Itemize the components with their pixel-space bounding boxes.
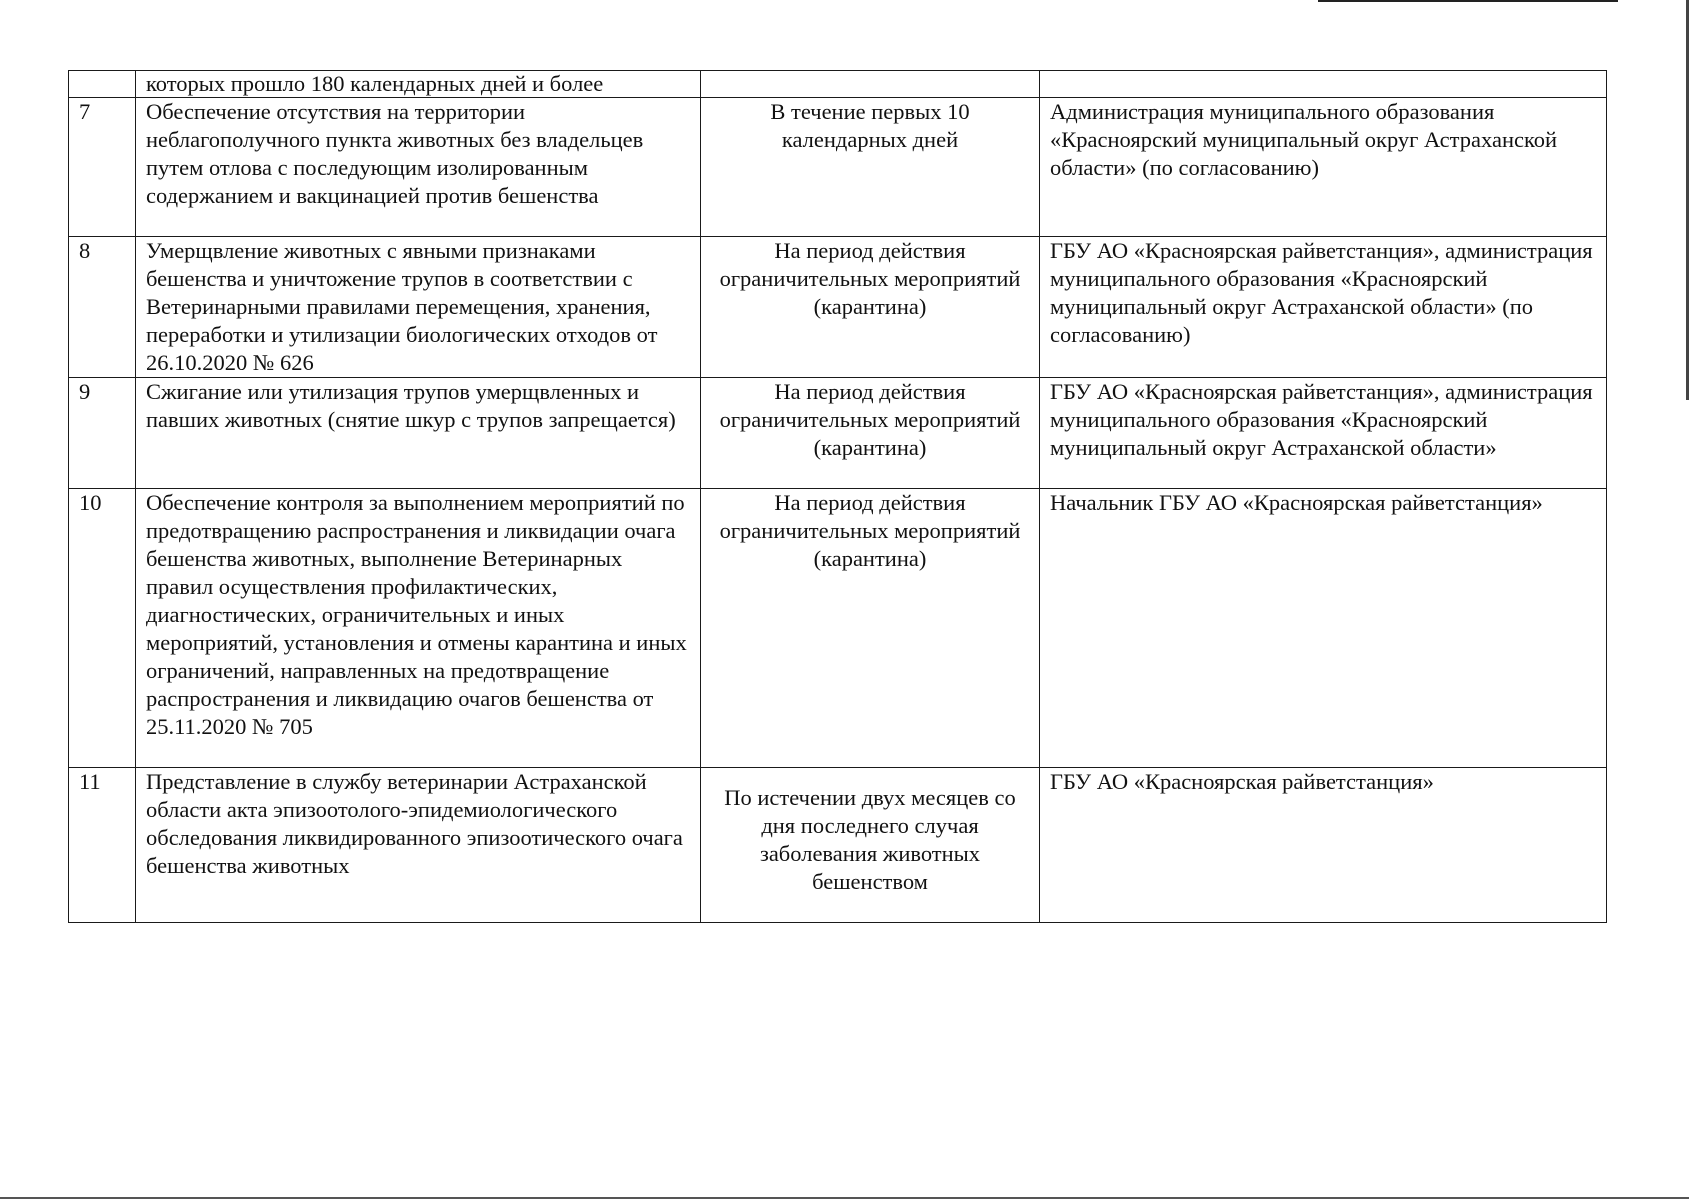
responsible-cell: Администрация муниципального образования «Красноярский муниципальный округ Астраханской области» (по согласованию) bbox=[1040, 98, 1607, 237]
row-number-cell: 7 bbox=[69, 98, 136, 237]
responsible-cell: ГБУ АО «Красноярская райветстанция» bbox=[1040, 768, 1607, 923]
table-row bbox=[69, 378, 1607, 489]
action-cell: которых прошло 180 календарных дней и более bbox=[136, 71, 701, 98]
measures-table bbox=[68, 70, 1607, 923]
table-row bbox=[69, 71, 1607, 98]
responsible-cell: ГБУ АО «Красноярская райветстанция», администрация муниципального образования «Красноярский муниципальный округ Астраханской области» (по согласованию) bbox=[1040, 237, 1607, 378]
action-cell: Представление в службу ветеринарии Астраханской области акта эпизоотолого-эпидемиологического обследования ликвидированного эпизоотического очага бешенства животных bbox=[136, 768, 701, 923]
row-number-cell: 10 bbox=[69, 489, 136, 768]
term-cell bbox=[701, 71, 1040, 98]
scan-edge-line bbox=[1318, 0, 1618, 2]
scan-edge-line bbox=[0, 1197, 1689, 1199]
row-number-cell bbox=[69, 71, 136, 98]
action-cell: Сжигание или утилизация трупов умерщвленных и павших животных (снятие шкур с трупов запрещается) bbox=[136, 378, 701, 489]
action-cell: Умерщвление животных с явными признаками бешенства и уничтожение трупов в соответствии с Ветеринарными правилами перемещения, хранения, переработки и утилизации биологических отходов от 26.10.2020 № 626 bbox=[136, 237, 701, 378]
responsible-cell: Начальник ГБУ АО «Красноярская райветстанция» bbox=[1040, 489, 1607, 768]
term-cell: В течение первых 10 календарных дней bbox=[701, 98, 1040, 237]
term-cell: На период действия ограничительных мероприятий (карантина) bbox=[701, 378, 1040, 489]
table-row bbox=[69, 768, 1607, 923]
row-number-cell: 9 bbox=[69, 378, 136, 489]
term-cell: На период действия ограничительных мероприятий (карантина) bbox=[701, 489, 1040, 768]
table-row bbox=[69, 489, 1607, 768]
table-row bbox=[69, 98, 1607, 237]
term-cell: По истечении двух месяцев со дня последнего случая заболевания животных бешенством bbox=[701, 768, 1040, 923]
responsible-cell bbox=[1040, 71, 1607, 98]
action-cell: Обеспечение отсутствия на территории неблагополучного пункта животных без владельцев путем отлова с последующим изолированным содержанием и вакцинацией против бешенства bbox=[136, 98, 701, 237]
term-cell: На период действия ограничительных мероприятий (карантина) bbox=[701, 237, 1040, 378]
table-row bbox=[69, 237, 1607, 378]
row-number-cell: 8 bbox=[69, 237, 136, 378]
responsible-cell: ГБУ АО «Красноярская райветстанция», администрация муниципального образования «Красноярский муниципальный округ Астраханской области» bbox=[1040, 378, 1607, 489]
row-number-cell: 11 bbox=[69, 768, 136, 923]
action-cell: Обеспечение контроля за выполнением мероприятий по предотвращению распространения и ликвидации очага бешенства животных, выполнение Ветеринарных правил осуществления профилактических, диагностических, ограничительных и иных мероприятий, установления и отмены карантина и иных ограничений, направленных на предотвращение распространения и ликвидацию очагов бешенства от 25.11.2020 № 705 bbox=[136, 489, 701, 768]
